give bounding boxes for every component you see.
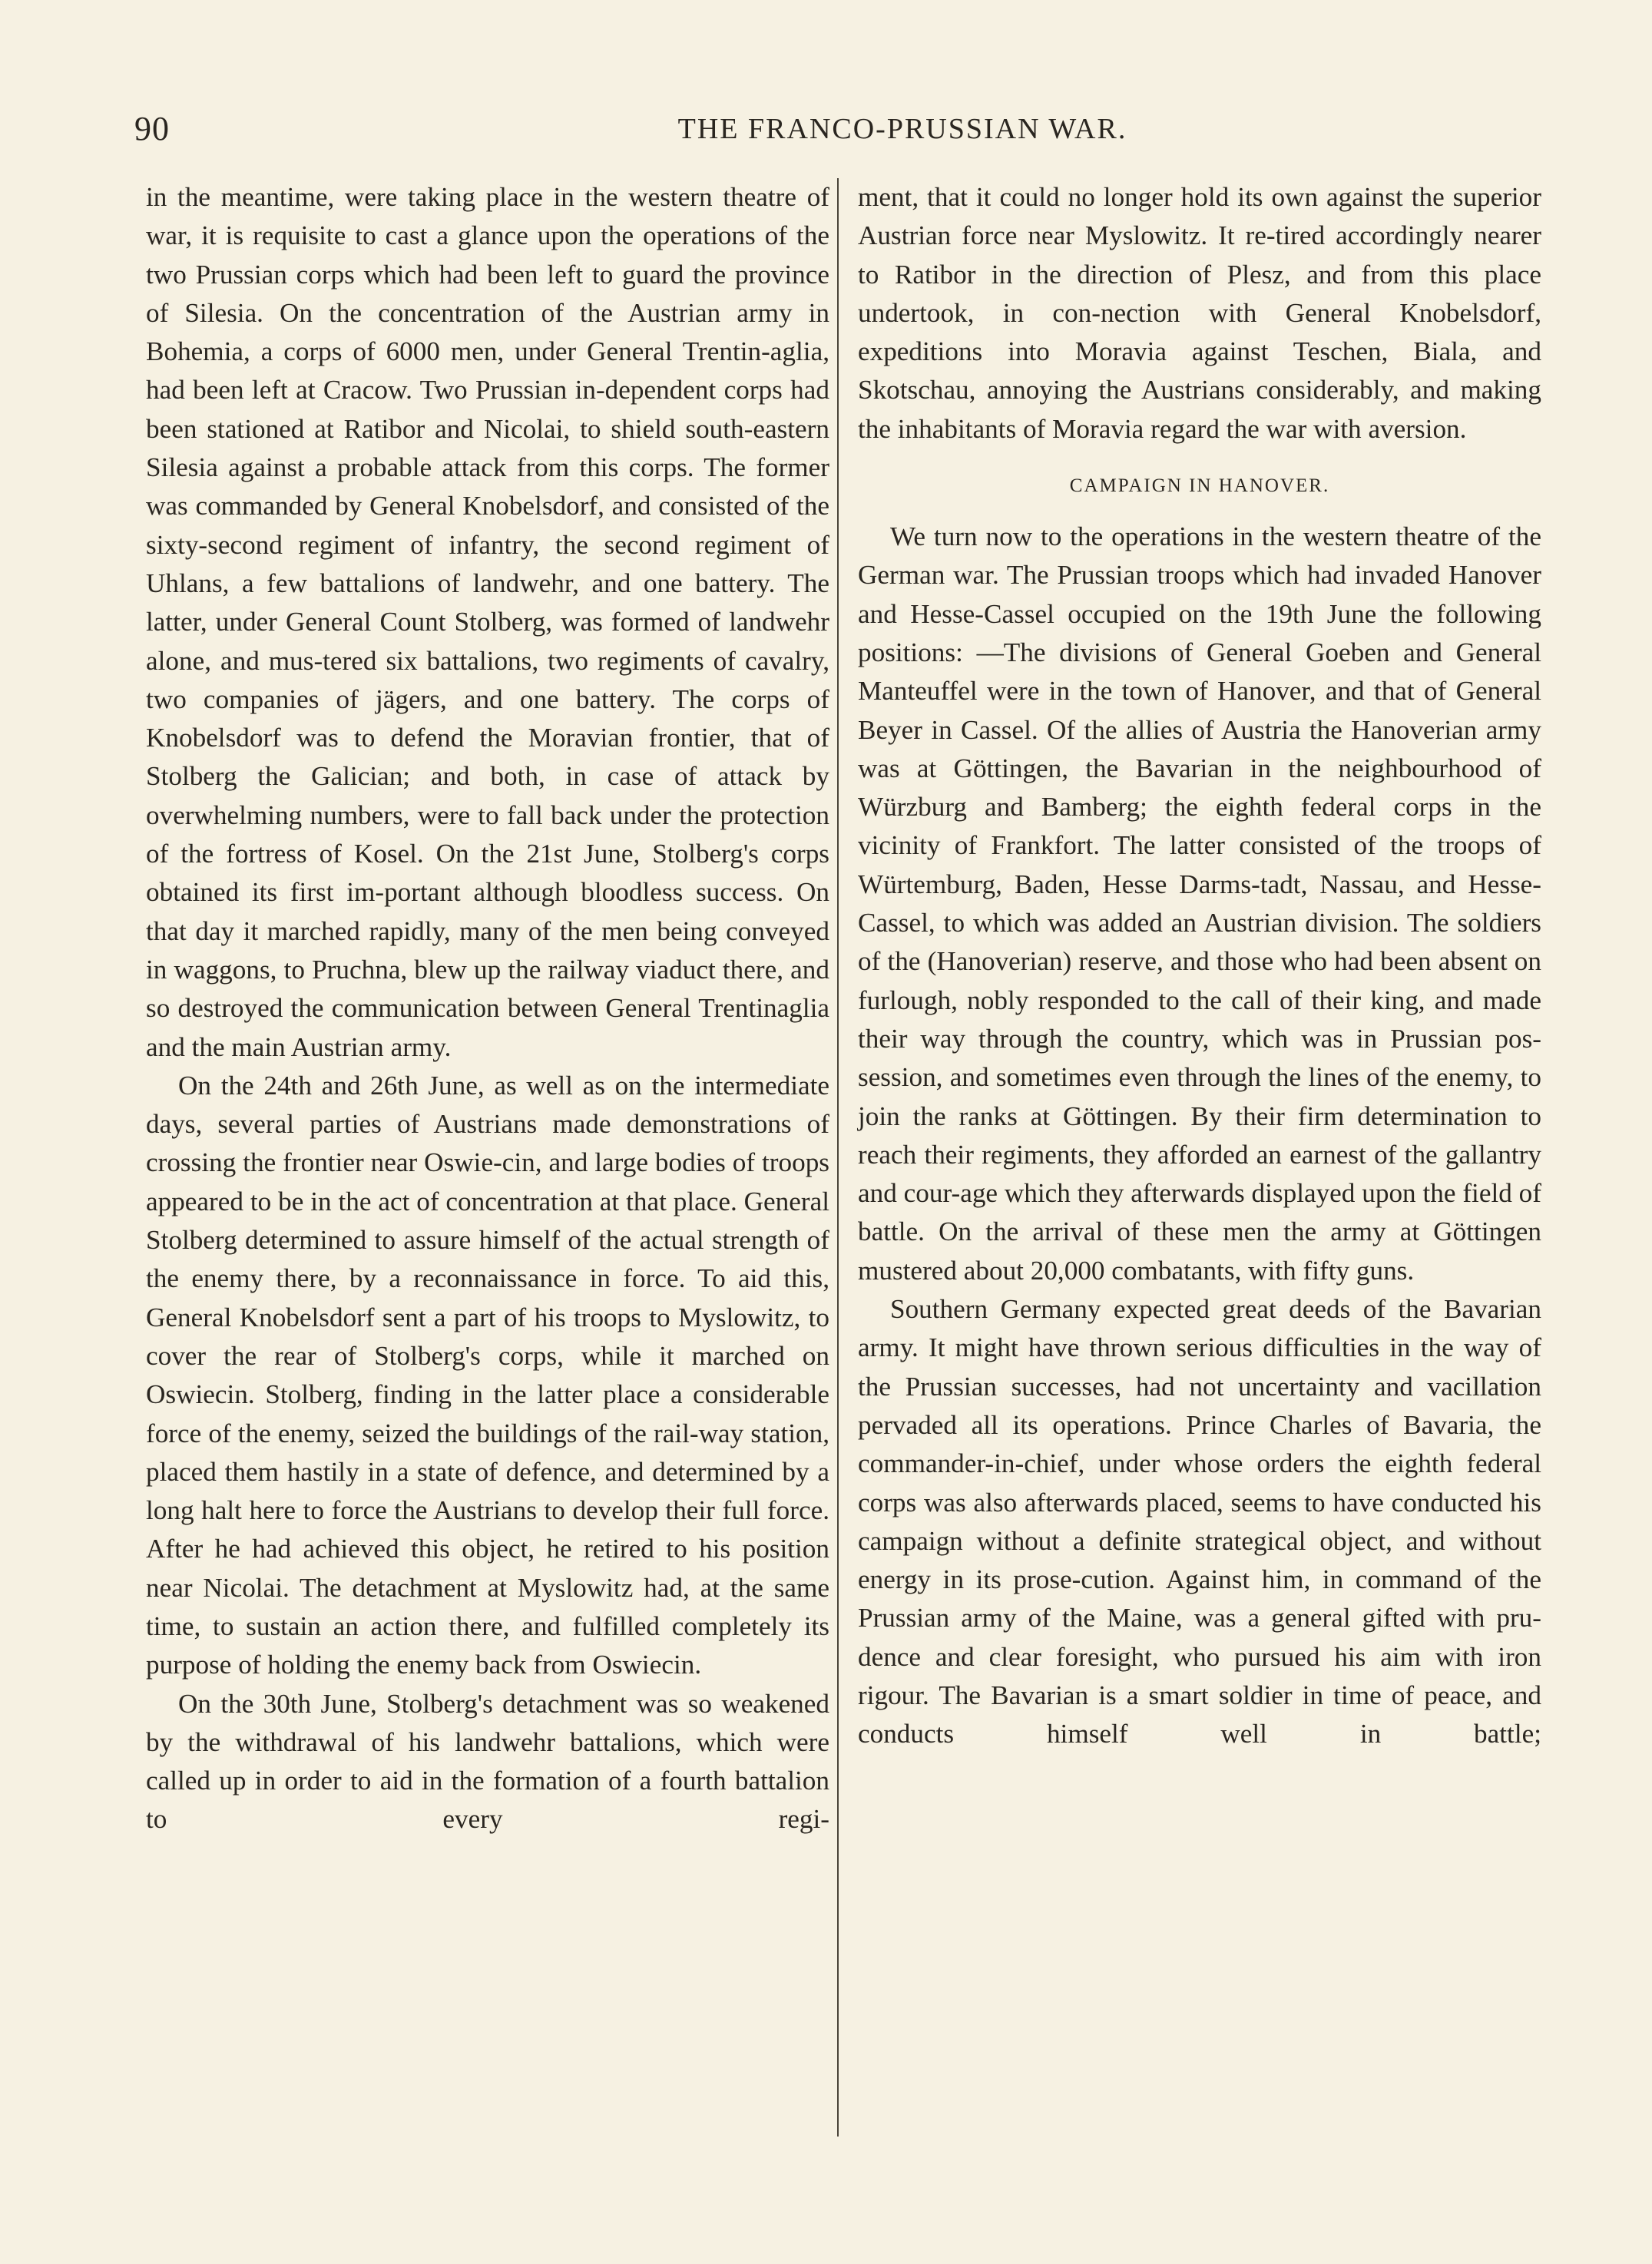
paragraph: Southern Germany expected great deeds of the Bavarian army. It might have thrown serious difficulties in the way of the Prussian successes, had not uncertainty and vacillation pervaded all its operations. Prince Charles of Bavaria, the commander-in-chief, under whose orders the eighth federal corps was also afterwards placed, seems to have conducted his campaign without a definite strategical object, and without energy in its prose-cution. Against him, in command of the Prussian army of the Maine, was a general gifted with pru-dence and clear foresight, who pursued his aim with iron rigour. The Bavarian is a smart soldier in time of peace, and conducts himself well in battle; (858, 1294, 1541, 1749)
left-column (146, 178, 829, 1839)
section-heading: CAMPAIGN IN HANOVER. (1069, 475, 1330, 497)
right-column (858, 178, 1541, 1754)
paragraph: in the meantime, were taking place in the western theatre of war, it is requisite to cast a glance upon the operations of the two Prussian corps which had been left to guard the province of Silesia. On the concentration of the Austrian army in Bohemia, a corps of 6000 men, under General Trentin-aglia, had been left at Cracow. Two Prussian in-dependent corps had been stationed at Ratibor and Nicolai, to shield south-eastern Silesia against a probable attack from this corps. The former was commanded by General Knobelsdorf, and consisted of the sixty-second regiment of infantry, the second regiment of Uhlans, a few battalions of landwehr, and one battery. The latter, under General Count Stolberg, was formed of landwehr alone, and mus-tered six battalions, two regiments of cavalry, two companies of jägers, and one battery. The corps of Knobelsdorf was to defend the Moravian frontier, that of Stolberg the Galician; and both, in case of attack by overwhelming numbers, were to fall back under the protection of the fortress of Kosel. On the 21st June, Stolberg's corps obtained its first im-portant although bloodless success. On that day it marched rapidly, many of the men being conveyed in waggons, to Pruchna, blew up the railway viaduct there, and so destroyed the communication between General Trentinaglia and the main Austrian army. (146, 182, 829, 1062)
page-number: 90 (134, 110, 170, 147)
column-divider (837, 178, 839, 2137)
paragraph: On the 24th and 26th June, as well as on the intermediate days, several parties of Austrians made demonstrations of crossing the frontier near Oswie-cin, and large bodies of troops appeared to be in the act of concentration at that place. General Stolberg determined to assure himself of the actual strength of the enemy there, by a reconnaissance in force. To aid this, General Knobelsdorf sent a part of his troops to Myslowitz, to cover the rear of Stolberg's corps, while it marched on Oswiecin. Stolberg, finding in the latter place a considerable force of the enemy, seized the buildings of the rail-way station, placed them hastily in a state of defence, and determined by a long halt here to force the Austrians to develop their full force. After he had achieved this object, he retired to his position near Nicolai. The detachment at Myslowitz had, at the same time, to sustain an action there, and fulfilled completely its purpose of holding the enemy back from Oswiecin. (146, 1070, 829, 1680)
paragraph: We turn now to the operations in the western theatre of the German war. The Prussian troops which had invaded Hanover and Hesse-Cassel occupied on the 19th June the following positions: —The divisions of General Goeben and General Manteuffel were in the town of Hanover, and that of General Beyer in Cassel. Of the allies of Austria the Hanoverian army was at Göttingen, the Bavarian in the neighbourhood of Würzburg and Bamberg; the eighth federal corps in the vicinity of Frankfort. The latter consisted of the troops of Würtemburg, Baden, Hesse Darms-tadt, Nassau, and Hesse-Cassel, to which was added an Austrian division. The soldiers of the (Hanoverian) reserve, and those who had been absent on furlough, nobly responded to the call of their king, and made their way through the country, which was in Prussian pos-session, and sometimes even through the lines of the enemy, to join the ranks at Göttingen. By their firm determination to reach their regiments, they afforded an earnest of the gallantry and cour-age which they afterwards displayed upon the field of battle. On the arrival of these men the army at Göttingen mustered about 20,000 combatants, with fifty guns. (858, 521, 1541, 1286)
paragraph: On the 30th June, Stolberg's detachment was so weakened by the withdrawal of his landwehr battalions, which were called up in order to aid in the formation of a fourth battalion to every regi- (146, 1688, 829, 1835)
paragraph: ment, that it could no longer hold its own against the superior Austrian force near Myslowitz. It re-tired accordingly nearer to Ratibor in the direction of Plesz, and from this place undertook, in con-nection with General Knobelsdorf, expeditions into Moravia against Teschen, Biala, and Skotschau, annoying the Austrians considerably, and making the inhabitants of Moravia regard the war with aversion. (858, 182, 1541, 444)
running-title: THE FRANCO-PRUSSIAN WAR. (677, 113, 1127, 145)
page-header (134, 109, 1594, 155)
